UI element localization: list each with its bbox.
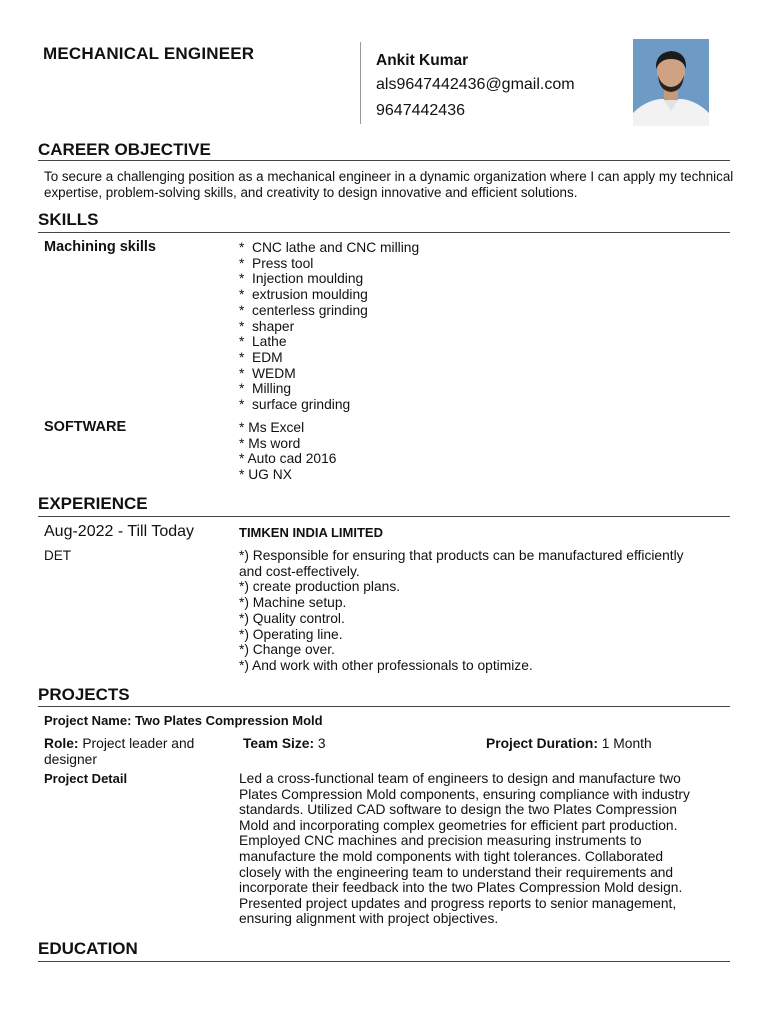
- project-detail-label: Project Detail: [44, 771, 128, 786]
- profile-photo-image: [633, 39, 709, 126]
- list-item: * Ms word: [239, 436, 336, 452]
- candidate-email: als9647442436@gmail.com: [376, 76, 575, 93]
- team-size-label: Team Size:: [243, 736, 315, 751]
- project-role: [44, 736, 194, 768]
- duty-line: and cost-effectively.: [239, 563, 360, 579]
- list-item: * centerless grinding: [239, 303, 419, 319]
- list-item: * EDM: [239, 350, 419, 366]
- education-rule: [38, 961, 730, 962]
- list-item: * Ms Excel: [239, 420, 336, 436]
- list-item: * surface grinding: [239, 397, 419, 413]
- project-duration: [486, 736, 652, 751]
- detail-line: Plates Compression Mold components, ensuring compliance with industry: [239, 786, 690, 802]
- experience-heading: EXPERIENCE: [38, 494, 148, 513]
- project-name: [44, 713, 323, 728]
- candidate-phone: 9647442436: [376, 102, 465, 119]
- machining-skills-label: Machining skills: [44, 239, 156, 255]
- list-item: * Injection moulding: [239, 271, 419, 287]
- project-name-label: Project Name:: [44, 713, 132, 728]
- experience-role: DET: [44, 548, 71, 563]
- career-objective-rule: [38, 160, 730, 161]
- header-divider: [360, 42, 361, 124]
- list-item: * Auto cad 2016: [239, 451, 336, 467]
- detail-line: manufacture the mold components with tight tolerances. Collaborated: [239, 848, 664, 864]
- project-name-value: Two Plates Compression Mold: [135, 713, 323, 728]
- skills-heading: SKILLS: [38, 210, 99, 229]
- resume-title: MECHANICAL ENGINEER: [43, 44, 255, 63]
- education-heading: EDUCATION: [38, 939, 138, 958]
- duty-line: *) And work with other professionals to optimize.: [239, 657, 533, 673]
- list-item: * Milling: [239, 381, 419, 397]
- duty-line: *) Change over.: [239, 642, 335, 658]
- detail-line: incorporate their feedback into the two Plates Compression Mold design.: [239, 880, 683, 896]
- list-item: * shaper: [239, 319, 419, 335]
- list-item: * extrusion moulding: [239, 287, 419, 303]
- list-item: * CNC lathe and CNC milling: [239, 240, 419, 256]
- detail-line: closely with the engineering team to understand their requirements and: [239, 864, 674, 880]
- duty-line: *) Machine setup.: [239, 595, 347, 611]
- experience-company: TIMKEN INDIA LIMITED: [239, 525, 383, 540]
- list-item: * Press tool: [239, 256, 419, 272]
- detail-line: standards. Utilized CAD software to design the two Plates Compression: [239, 802, 677, 818]
- project-role-label: Role:: [44, 736, 79, 751]
- duty-line: *) Operating line.: [239, 626, 343, 642]
- project-role-value-cont: designer: [44, 752, 97, 767]
- detail-line: Employed CNC machines and precision measuring instruments to: [239, 833, 642, 849]
- skills-rule: [38, 232, 730, 233]
- list-item: * Lathe: [239, 334, 419, 350]
- experience-period: Aug-2022 - Till Today: [44, 523, 195, 540]
- profile-photo: [633, 39, 709, 126]
- duty-line: *) Responsible for ensuring that products can be manufactured efficiently: [239, 548, 684, 563]
- candidate-name: Ankit Kumar: [376, 52, 469, 69]
- project-role-value: Project leader and: [82, 736, 195, 751]
- software-label: SOFTWARE: [44, 419, 127, 435]
- machining-skills-list: [239, 240, 419, 413]
- detail-line: Mold and incorporating complex geometries for efficient part production.: [239, 817, 678, 833]
- list-item: * UG NX: [239, 467, 336, 483]
- duration-value: 1 Month: [601, 736, 652, 751]
- projects-rule: [38, 706, 730, 707]
- career-objective-heading: CAREER OBJECTIVE: [38, 140, 211, 159]
- duty-line: *) Quality control.: [239, 610, 345, 626]
- duration-label: Project Duration:: [486, 736, 598, 751]
- experience-duties: [239, 548, 739, 674]
- detail-line: Led a cross-functional team of engineers to design and manufacture two: [239, 771, 681, 786]
- career-objective-text: To secure a challenging position as a mechanical engineer in a dynamic organization where I can apply my technical expertise, problem-solving skills, and creativity to design innovative and efficient solutions.: [44, 169, 734, 200]
- experience-rule: [38, 516, 730, 517]
- projects-heading: PROJECTS: [38, 685, 130, 704]
- duty-line: *) create production plans.: [239, 579, 401, 595]
- software-list: [239, 420, 336, 483]
- team-size-value: 3: [317, 736, 326, 751]
- project-detail-text: [239, 771, 739, 927]
- list-item: * WEDM: [239, 366, 419, 382]
- project-team-size: [243, 736, 326, 751]
- detail-line: ensuring alignment with project objectives.: [239, 911, 499, 927]
- detail-line: Presented project updates and progress reports to senior management,: [239, 895, 677, 911]
